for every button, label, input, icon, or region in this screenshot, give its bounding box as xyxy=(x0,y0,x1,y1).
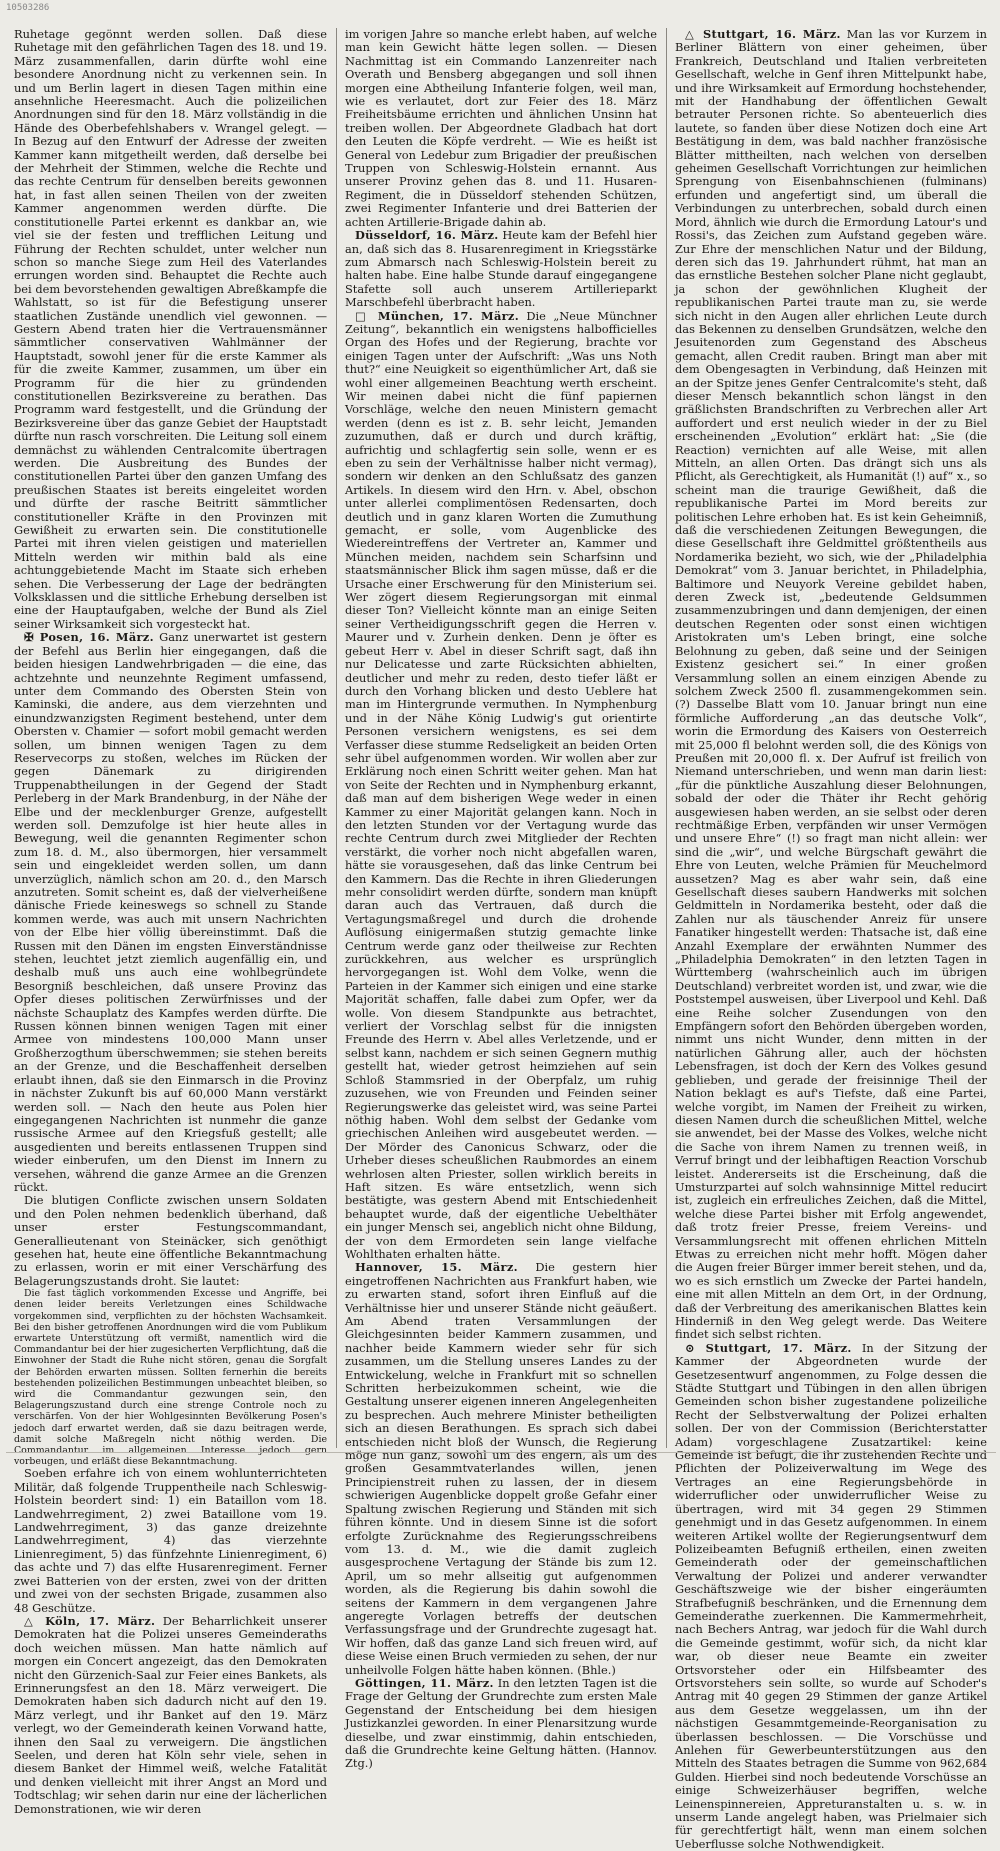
paragraph-text: Die fast täglich vorkommenden Excesse und Angriffe, bei denen leider bereits Verletzungen eines Schildwache vorgekommen sind, verpflichten zu der höchsten Wachsamkeit. Bei den bisher getroffenen Anordnungen wird die vom Publikum erwartete Unterstützung oft vermißt, namentlich wird die Commandantur bei der hier zugesicherten Verpflichtung, daß die Einwohner der Stadt die Ruhe nicht stören, genau die Sorgfalt der Behörden erwarten müssen. Sollten fernerhin die bereits bestehenden polizeilichen Bestimmungen unbeachtet bleiben, so wird die Commandantur gezwungen sein, den Belagerungszustand durch eine strenge Controle noch zu verschärfen. Von der hier Wohlgesinnten Bevölkerung Posen's jedoch darf erwartet werden, daß sie dazu beitragen werde, damit solche Maßregeln nicht nöthig werden. Die Commandantur im allgemeinen Interesse jedoch gern vorbeugen, und erläßt diese Bekanntmachung. xyxy=(14,1288,327,1468)
paragraph-text: Die „Neue Münchner Zeitung“, bekanntlich ein wenigstens halbofficielles Organ des Hofes und der Regierung, brachte vor einigen Tagen unter der Aufschrift: „Was uns Noth thut?“ eine Neuigkeit so eigenthümlicher Art, daß sie wohl einer allgemeinen Beachtung werth erscheint. Wir meinen dabei nicht die fünf papiernen Vorschläge, welche den neuen Ministern gemacht werden (denn es ist z. B. sehr leicht, Jemanden zuzumuthen, daß er durch und durch kräftig, aufrichtig und schlagfertig sein solle, wenn er es eben zu sein der Verhältnisse halber nicht vermag), sondern wir denken an den Schlußsatz des ganzen Artikels. In diesem wird den Hrn. v. Abel, obschon unter allerlei complimentösen Redensarten, doch deutlich und in ganz klaren Worten die Zumuthung gemacht, er solle, vom Augenblicke des Wiedereintreffens der Vertreter an, Kammer und München meiden, nachdem sein Scharfsinn und staatsmännischer Blick ihm sagen müsse, daß er die Ursache einer Erschwerung für den Ministerium sei. Wer zögert diesem Regierungsorgan mit einmal dieser Ton? Vielleicht könnte man an einige Seiten seiner Vertheidigungsschrift gegen die Herren v. Maurer und v. Zurhein denken. Denn je öfter es gebeut Herr v. Abel in dieser Schrift sagt, daß ihn nur Delicatesse und zarte Rücksichten abhielten, deutlicher und mehr zu reden, desto tiefer läßt er durch den Vorhang blicken und desto Ueblere hat man im Hintergrunde vermuthen. In Nymphenburg und in der Nähe König Ludwig's gut orientirte Personen versichern wenigstens, es sei dem Verfasser diese stumme Redseligkeit an beiden Orten sehr übel aufgenommen worden. Wir wollen aber zur Erklärung noch einen Schritt weiter gehen. Man hat von Seite der Rechten und in Nymphenburg erkannt, daß man auf dem bisherigen Wege weder in einen Kammer zu einer Majorität gelangen kann. Noch in den letzten Stunden vor der Vertagung wurde das rechte Centrum durch zwei Mitglieder der Rechten verstärkt, die vorher noch nicht abgefallen waren, hätte sie vorausgesehen, daß das linke Centrum bei den Kammern. Das die Rechte in ihren Gliederungen mehr consolidirt werden dürfte, sondern man knüpft daran auch das Vertrauen, daß durch die Vertagungsmaßregel und durch die drohende Auflösung einigermaßen stutzig gemachte linke Centrum werde ganz oder theilweise zur Rechten zurückkehren, aus welcher es ursprünglich hervorgegangen ist. Wohl dem Volke, wenn die Parteien in der Kammer sich einigen und eine starke Majorität schaffen, falle dabei zum Opfer, wer da wolle. Von diesem Standpunkte aus betrachtet, verliert der Vorschlag selbst für die innigsten Freunde des Herrn v. Abel alles Verletzende, und er selbst kann, nachdem er sich seinen Gegnern muthig gestellt hat, wieder getrost heimziehen auf sein Schloß Stammsried in der Oberpfalz, um ruhig zuzusehen, wie von Freunden und Feinden seiner Regierungswerke das geleistet wird, was seine Partei nöthig haben. Wohl dem selbst der Gedanke vom griechischen Anleihen wird ausgebeutet werden. — Der Mörder des Canonicus Schwarz, oder die Urheber dieses scheußlichen Raubmordes an einem wehrlosen alten Priester, sollen wirklich bereits in Haft sitzen. Es wäre entsetzlich, wenn sich bestätigte, was gestern Abend mit Entschiedenheit behauptet wurde, daß der eigentliche Uebelthäter ein junger Mensch sei, angeblich nicht ohne Bildung, der von dem Ermordeten sein lange vielfache Wohlthaten erhalten hätte. xyxy=(345,308,657,1261)
dateline: ✠ Posen, 16. März. xyxy=(24,630,154,645)
article-paragraph xyxy=(14,1615,327,1816)
column-3 xyxy=(666,27,996,1851)
dateline: Düsseldorf, 16. März. xyxy=(355,228,499,243)
paragraph-text: In der Sitzung der Kammer der Abgeordneten wurde der Gesetzesentwurf angenommen, zu Folge dessen die Städte Stuttgart und Tübingen in den allen übrigen Gemeinden schon bisher zugestandene polizeiliche Recht der Selbstverwaltung der Polizei erhalten sollen. Der von der Commission (Berichterstatter Adam) vorgeschlagene Zusatzartikel: keine Gemeinde ist befugt, die ihr zustehenden Rechte und Pflichten der Polizeiverwaltung im Wege des Vertrages an eine Regierungsbehörde in widerruflicher oder unwiderruflicher Weise zu übertragen, wird mit 34 gegen 29 Stimmen genehmigt und in das Gesetz aufgenommen. In einem weiteren Artikel wollte der Regierungsentwurf dem Polizeibeamten Befugniß ertheilen, einen zweiten Gemeinderath oder der gemeinschaftlichen Verwaltung der Polizei und anderer verwandter Geschäftszweige wie der bisher eingeräumten Strafbefugniß beschränken, und die Ernennung dem Gemeinderathe zuerkennen. Die Kammermehrheit, nach Bechers Antrag, war jedoch für die Wahl durch die Gemeinde gestimmt, wofür sich, da nicht klar war, ob dieser neue Beamte ein zweiter Ortsvorsteher oder ein Hilfsbeamter des Ortsvorstehers sein sollte, so wurde auf Schoder's Antrag mit 40 gegen 29 Stimmen der ganze Artikel aus dem Gesetze weggelassen, um ihn der nächstigen Gesammtgemeinde-Reorganisation zu überlassen beschlossen. — Die Vorschüsse und Anlehen für Gewerbeunterstützungen aus den Mitteln des Staates betragen die Summe von 962,684 Gulden. Hierbei sind noch bedeutende Vorschüsse an einige Schweizerhäuser begriffen, welche Leinenspinnereien, Appreturanstalten u. s. w. in unserm Lande angelegt haben, was Prielmaier sich für gerechtfertigt hält, wenn man einem solchen Ueberflusse solche Nothwendigkeit. xyxy=(675,1340,987,1851)
article-paragraph xyxy=(345,229,657,309)
newspaper-page xyxy=(6,27,996,1851)
paragraph-text: Ruhetage gegönnt werden sollen. Daß diese Ruhetage mit den gefährlichen Tagen des 18. und 19. März zusammenfallen, darin dürfte wohl eine besondere Anordnung nicht zu verkennen sein. In und um Berlin lagert in diesen Tagen mithin eine ansehnliche Heeresmacht. Auch die polizeilichen Anordnungen sind für den 18. März vollständig in die Hände des Oberbefehlshabers v. Wrangel gelegt. — In Bezug auf den Entwurf der Adresse der zweiten Kammer kann mitgetheilt werden, daß derselbe bei der Mehrheit der Stimmen, welche die Rechte und das rechte Centrum für denselben bereits gewonnen hat, in fast allen seinen Theilen von der zweiten Kammer angenommen werden dürfte. Die constitutionelle Partei erkennt es dankbar an, wie viel sie der festen und trefflichen Leitung und Führung der Rechten schuldet, unter welcher nun schon so manche Siege zum Heil des Vaterlandes errungen worden sind. Behauptet die Rechte auch bei dem bevorstehenden gewaltigen Abreßkampfe die Wahlstatt, so ist für die Befestigung unserer staatlichen Zustände unendlich viel gewonnen. — Gestern Abend traten hier die Vertrauensmänner sämmtlicher conservativen Wahlmänner der Hauptstadt, sowohl jener für die erste Kammer als für die zweite Kammer, zusammen, um über ein Programm für die hier zu gründenden constitutionellen Bezirksvereine zu berathen. Das Programm ward festgestellt, und die Gründung der Bezirksvereine über das ganze Gebiet der Hauptstadt dürfte nun rasch vorschreiten. Die Leitung soll einem demnächst zu wählenden Centralcomite übertragen werden. Die Ausbreitung des Bundes der constitutionellen Partei über den ganzen Umfang des preußischen Staates ist bereits eingeleitet worden und dürfte der rasche Beitritt sämmtlicher constitutioneller Kräfte in den Provinzen mit Gewißheit zu erwarten sein. Die constitutionelle Partei mit ihren vielen geistigen und materiellen Mitteln werden wir mithin bald als eine achtunggebietende Macht im Staate sich erheben sehen. Die Verbesserung der Lage der bedrängten Volksklassen und die sittliche Erhebung derselben ist eine der Hauptaufgaben, welche der Bund als Ziel seiner Wirksamkeit sich vorgesteckt hat. xyxy=(14,27,327,631)
dateline: Hannover, 15. März. xyxy=(355,1260,518,1275)
article-paragraph xyxy=(345,1677,657,1771)
column-1 xyxy=(6,27,336,1816)
dateline: Göttingen, 11. März. xyxy=(355,1675,494,1690)
paragraph-text: Der Beharrlichkeit unserer Demokraten hat die Polizei unseres Gemeinderaths doch weichen müssen. Man hatte nämlich auf morgen ein Concert angezeigt, das den Demokraten nicht den Gürzenich-Saal zur Feier eines Bankets, als Erinnerungsfest an den 18. März verweigert. Die Demokraten haben sich dadurch nicht auf den 19. März verlegt, und ihr Banket auf den 19. März verlegt, wo der Gemeinderath keinen Vorwand hatte, ihnen den Saal zu verweigern. Die ängstlichen Seelen, und deren hat Köln sehr viele, sehen in diesem Banket der Himmel weiß, welche Fatalität und denken vielleicht mit ihrer Angst an Mord und Todtschlag; wir sehen darin nur eine der lächerlichen Demonstrationen, wie wir deren xyxy=(14,1613,327,1816)
paragraph-text: Die gestern hier eingetroffenen Nachrichten aus Frankfurt haben, wie zu erwarten stand, sofort ihren Einfluß auf die Verhältnisse hier und unserer Stände nicht geäußert. Am Abend traten Versammlungen der Gleichgesinnten beider Kammern zusammen, und nachher beide Kammern wieder sehr für sich zusammen, um die Stellung unseres Landes zu der Entwickelung, welche in Frankfurt mit so schnellen Schritten herbeizukommen scheint, wie die Gestaltung unserer eigenen inneren Angelegenheiten zu besprechen. Auch mehrere Minister betheiligten sich an diesen Berathungen. Es sprach sich dabei entschieden nicht bloß der Wunsch, die Regierung möge nun ganz, sowohl um des engern, als um des großen Gesammtvaterlandes willen, jenen Principienstreit ruhen zu lassen, der in diesem schwierigen Augenblicke doppelt große Gefahr einer Spaltung zwischen Regierung und Ständen mit sich führen könnte. Und in diesem Sinne ist die sofort erfolgte Zurücknahme des Regierungsschreibens vom 13. d. M., wie die damit zugleich ausgesprochene Vertagung der Stände bis zum 12. April, um so mehr allseitig gut aufgenommen worden, als die Regierung bis dahin sowohl die seitens der Kammern in dem vergangenen Jahre angeregte Vorlagen betreffs der deutschen Verfassungsfrage und der Grundrechte zugesagt hat. Wir hoffen, daß das ganze Land sich freuen wird, auf diese Weise einen Bruch vermieden zu sehen, der nur unheilvolle Folgen hätte haben können. (Bhle.) xyxy=(345,1260,657,1677)
paragraph-text: In den letzten Tagen ist die Frage der Geltung der Grundrechte zum ersten Male Gegenstand der Entscheidung bei dem hiesigen Justizkanzlei geworden. In einer Plenarsitzung wurde dieselbe, und zwar einstimmig, dahin entschieden, daß die Grundrechte keine Geltung hätten. (Hannov. Ztg.) xyxy=(345,1675,657,1771)
scan-id: 10503286 xyxy=(6,3,50,13)
page-footer xyxy=(6,1452,996,1456)
article-paragraph xyxy=(14,1288,327,1467)
column-2 xyxy=(336,27,666,1771)
paragraph-text: Soeben erfahre ich von einem wohlunterrichteten Militär, daß folgende Truppentheile nach Schleswig-Holstein beordert sind: 1) ein Bataillon vom 18. Landwehrregiment, 2) zwei Bataillone vom 19. Landwehrregiment, 3) das ganze dreizehnte Landwehrregiment, 4) das vierzehnte Linienregiment, 5) das fünfzehnte Linienregiment, 6) das achte und 7) das elfte Husarenregiment. Ferner zwei Batterien von der ersten, zwei von der dritten und zwei von der sechsten Brigade, zusammen also 48 Geschütze. xyxy=(14,1466,327,1615)
dateline: △ Köln, 17. März. xyxy=(24,1613,156,1628)
article-paragraph xyxy=(14,1194,327,1288)
article-paragraph xyxy=(345,310,657,1262)
article-paragraph xyxy=(14,631,327,1194)
article-paragraph xyxy=(675,28,987,1342)
paragraph-text: Heute kam der Befehl hier an, daß sich das 8. Husarenregiment in Kriegsstärke zum Abmarsch nach Schleswig-Holstein bereit zu halten habe. Eine halbe Stunde darauf eingegangene Stafette soll auch unserem Artillerieparkt Marschbefehl überbracht haben. xyxy=(345,228,657,310)
paragraph-text: Die blutigen Conflicte zwischen unsern Soldaten und den Polen nehmen bedenklich überhand, daß unser erster Festungscommandant, Generallieutenant von Steinäcker, sich genöthigt gesehen hat, heute eine öffentliche Bekanntmachung zu erlassen, worin er mit einer Verschärfung des Belagerungszustands droht. Sie lautet: xyxy=(14,1193,327,1288)
article-paragraph xyxy=(345,1261,657,1677)
dateline: ⊙ Stuttgart, 17. März. xyxy=(685,1340,852,1355)
paragraph-text: Man las vor Kurzem in Berliner Blättern von einer geheimen, über Frankreich, Deutschland und Italien verbreiteten Gesellschaft, welche in Genf ihren Mittelpunkt habe, und ihre Wirksamkeit auf Ermordung hochstehender, mit der Handhabung der öffentlichen Gewalt betrauter Personen richte. So abenteuerlich dies lautete, so fanden über diese Notizen doch eine Art Bestätigung in dem, was bald nachher französische Blätter mittheilten, nach welchen von derselben geheimen Gesellschaft Vorrichtungen zur heimlichen Sprengung von Eisenbahnschienen (fulminans) erfunden und angefertigt sind, um überall die Verbindungen zu unterbrechen, sobald durch einen Mord, ähnlich wie durch die Ermordung Latour's und Rossi's, das Zeichen zum Aufstand gegeben wäre. Zur Ehre der menschlichen Natur und der Bildung, deren sich das 19. Jahrhundert rühmt, hat man an das ernstliche Bestehen solcher Plane nicht geglaubt, ja schon der gewöhnlichen Klugheit der republikanischen Partei traute man zu, sie werde sich nicht in den Augen aller ehrlichen Leute durch das Bekennen zu denselben Grundsätzen, welche den Jesuitenorden zum Gegenstand des Abscheus gemacht, allen Credit rauben. Bringt man aber mit dem Obengesagten in Verbindung, daß Heinzen mit an der Spitze jenes Genfer Centralcomite's steht, daß dieser Mensch bekanntlich schon längst in den gräßlichsten Brandschriften zu Verbrechen aller Art auffordert und erst neulich wieder in der zu Biel erscheinenden „Evolution“ erklärt hat: „Sie (die Reaction) vernichten auf alle Weise, mit allen Mitteln, an allen Orten. Das drängt sich uns als Pflicht, als Gerechtigkeit, als Humanität (!) auf“ x., so scheint man die traurige Gewißheit, daß die republikanische Partei im Mord bereits zur politischen Lehre erhoben hat. Es ist kein Geheimniß, daß die verschiedenen Zeitungen Bewegungen, die diese Gesellschaft ihre Geldmittel größtentheils aus Nordamerika bezieht, wo sich, wie der „Philadelphia Demokrat“ vom 3. Januar berichtet, in Philadelphia, Baltimore und Neuyork Vereine gebildet haben, deren Zweck ist, „bedeutende Geldsummen zusammenzubringen und dann demjenigen, der einen deutschen Regenten oder sonst einen wichtigen Aristokraten um's Leben bringt, eine solche Belohnung zu geben, daß seine und der Seinigen Existenz gesichert sei.“ In einer großen Versammlung sollen an einem einzigen Abende zu solchem Zweck 2500 fl. zusammengekommen sein. (?) Dasselbe Blatt vom 10. Januar bringt nun eine förmliche Aufforderung „an das deutsche Volk“, worin die Ermordung des Kaisers von Oesterreich mit 25,000 fl belohnt werden soll, die des Königs von Preußen mit 20,000 fl. x. Der Aufruf ist freilich von Niemand unterschrieben, und wenn man darin liest: „für die pünktliche Auszahlung dieser Belohnungen, sobald der oder die Thäter ihr Recht gehörig ausgewiesen haben werden, an sie selbst oder deren rechtmäßige Erben, verpfänden wir unser Vermögen und unsere Ehre“ (!) so fragt man nicht allein: wer sind die „wir“, und welche Bürgschaft gewährt die Ehre von Leuten, welche Prämien für Meuchelmord aussetzen? Mag es aber wahr sein, daß eine Gesellschaft dieses saubern Handwerks mit solchen Geldmitteln in Nordamerika besteht, oder daß die Zahlen nur als täuschender Anreiz für unsere Fanatiker hingestellt werden: Thatsache ist, daß eine Anzahl Exemplare der erwähnten Nummer des „Philadelphia Demokraten“ in den letzten Tagen in Württemberg (wahrscheinlich auch im übrigen Deutschland) verbreitet worden ist, und zwar, wie die Poststempel ausweisen, über Liverpool und Kehl. Daß eine Reihe solcher Zusendungen von den Empfängern sofort den Behörden übergeben worden, nimmt uns nicht Wunder, denn mitten in der natürlichen Gährung aller, auch der höchsten Lebensfragen, ist doch der Kern des Volkes gesund geblieben, und gerade der freisinnige Theil der Nation beklagt es auf's Tiefste, daß eine Partei, welche vorgibt, im Namen der Freiheit zu wirken, diesen Namen durch die scheußlichen Mittel, welche sie anwendet, bei der Masse des Volkes, welche nicht die Sache von ihrem Namen zu trennen weiß, in Verruf bringt und der leibhaftigen Reaction Vorschub leistet. Andererseits ist die Erscheinung, daß die Umsturzpartei auf solch wahnsinnige Mittel reducirt ist, zugleich ein erfreuliches Zeichen, daß die Mittel, welche diese Partei bisher mit Erfolg angewendet, daß trotz freier Presse, freiem Vereins- und Versammlungsrecht mit offenen ehrlichen Mitteln Etwas zu erreichen nicht mehr hofft. Mögen daher die Augen freier Bürger immer bereit stehen, und da, wo es sich ernstlich um Zwecke der Partei handeln, eine mit allen Mitteln an dem Ort, in der Ordnung, daß der Verbreitung des amerikanischen Blattes kein Hinderniß in den Weg gelegt werde. Das Weitere findet sich selbst richten. xyxy=(675,27,987,1342)
dateline: □ München, 17. März. xyxy=(355,308,519,323)
article-paragraph xyxy=(345,28,657,229)
article-paragraph xyxy=(14,1467,327,1614)
article-paragraph xyxy=(14,28,327,631)
dateline: △ Stuttgart, 16. März. xyxy=(685,27,841,41)
paragraph-text: im vorigen Jahre so manche erlebt haben, auf welche man kein Gewicht hätte legen sollen. — Diesen Nachmittag ist ein Commando Lanzenreiter nach Overath und Bensberg abgegangen und soll ihnen morgen eine Abtheilung Infanterie folgen, weil man, wie es verlautet, dort zur Feier des 18. März Freiheitsbäume errichten und ähnlichen Unsinn hat treiben wollen. Der Abgeordnete Gladbach hat dort den Leuten die Köpfe verdreht. — Wie es heißt ist General von Ledebur zum Brigadier der preußischen Truppen von Schleswig-Holstein ernannt. Aus unserer Provinz gehen das 8. und 11. Husaren-Regiment, die in Düsseldorf stehenden Schützen, zwei Regimenter Infanterie und drei Batterien der achten Artillerie-Brigade dahin ab. xyxy=(345,27,657,229)
paragraph-text: Ganz unerwartet ist gestern der Befehl aus Berlin hier eingegangen, daß die beiden hiesigen Landwehrbrigaden — die eine, das achtzehnte und neunzehnte Regiment umfassend, unter dem Commando des Obersten Stein von Kaminski, die andere, aus dem vierzehnten und einundzwanzigsten Regiment bestehend, unter dem Obersten v. Chamier — sofort mobil gemacht werden sollen, um binnen wenigen Tagen zu dem Reservecorps zu stoßen, welches im Rücken der gegen Dänemark zu dirigirenden Truppenabtheilungen in der Gegend der Stadt Perleberg in der Mark Brandenburg, in der Nähe der Elbe und der mecklenburger Grenze, aufgestellt werden soll. Demzufolge ist hier heute alles in Bewegung, weil die genannten Regimenter schon zum 18. d. M., also übermorgen, hier versammelt sein und eingekleidet werden sollen, um dann unverzüglich, nämlich schon am 20. d., den Marsch anzutreten. Somit scheint es, daß der vielverheißene dänische Friede keineswegs so schnell zu Stande kommen werde, was auch mit unsern Nachrichten von der Elbe hier völlig übereinstimmt. Daß die Russen mit den Dänen im engsten Einverständnisse stehen, leuchtet jetzt ziemlich augenfällig ein, und deshalb muß uns auch eine wohlbegründete Besorgniß beschleichen, daß unsere Provinz das Opfer dieses politischen Zerwürfnisses und der nächste Schauplatz des Kampfes werden dürfte. Die Russen können binnen wenigen Tagen mit einer Armee von mindestens 100,000 Mann unser Großherzogthum überschwemmen; sie stehen bereits an der Grenze, und die Beschaffenheit derselben erlaubt ihnen, daß sie den Einmarsch in die Provinz in nächster Zukunft bis auf 60,000 Mann verstärkt werden soll. — Nach den heute aus Polen hier eingegangenen Nachrichten ist nunmehr die ganze russische Armee auf den Kriegsfuß gestellt; alle ausgedienten und bereits entlassenen Truppen sind wieder einberufen, um den Dienst im Innern zu versehen, während die ganze Armee an die Grenzen rückt. xyxy=(14,630,327,1194)
article-paragraph xyxy=(675,1342,987,1851)
